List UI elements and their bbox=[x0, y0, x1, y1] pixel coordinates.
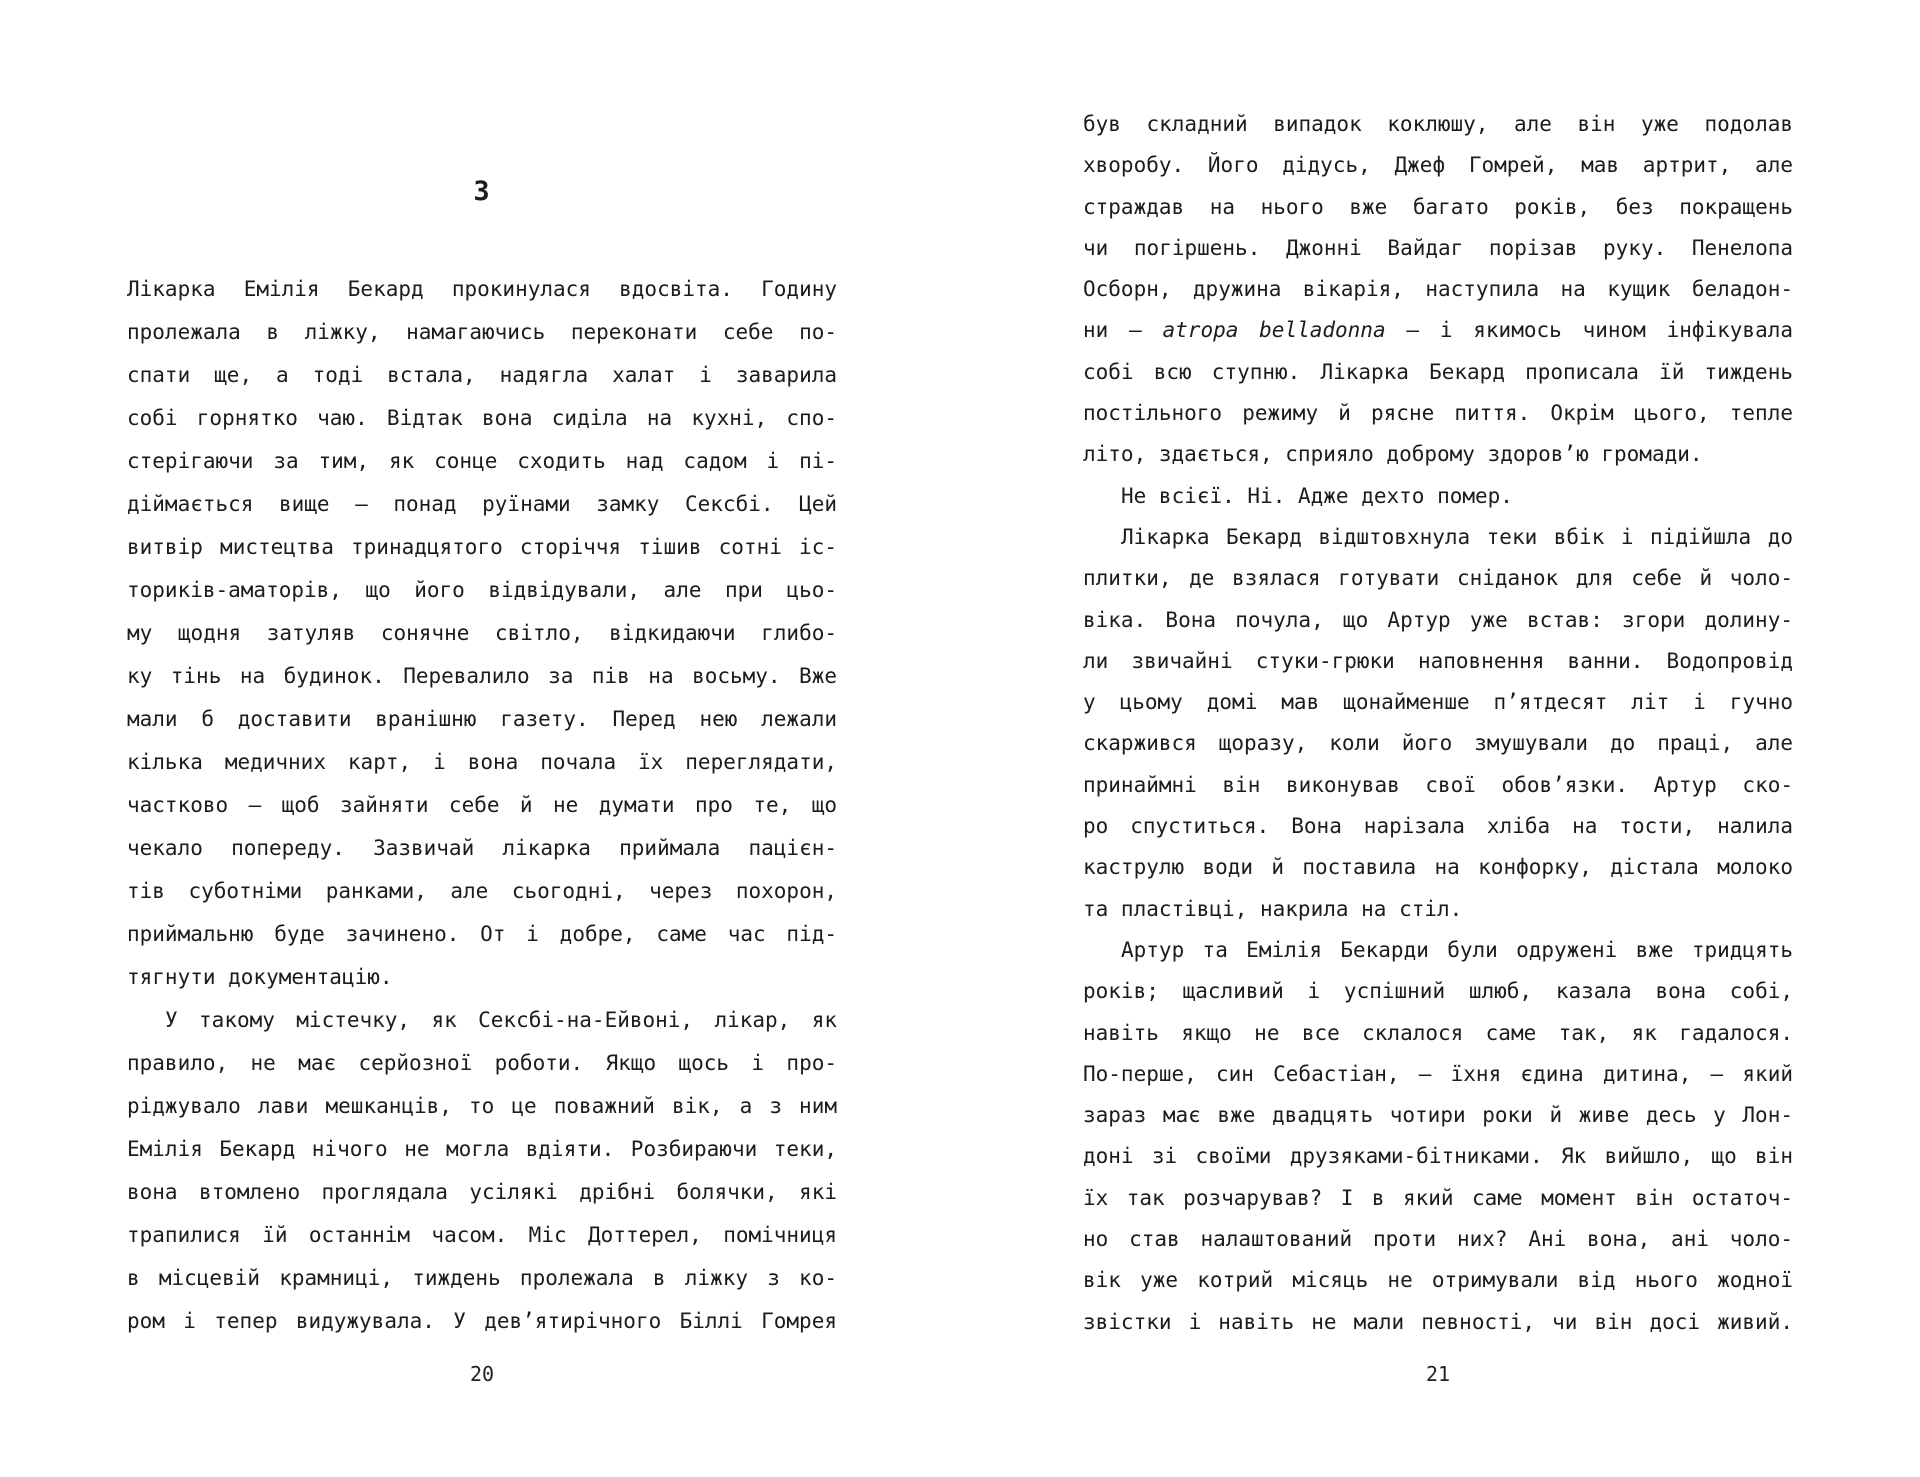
text-line: собі горнятко чаю. Відтак вона сиділа на кухні, спо- bbox=[127, 406, 837, 430]
text-line: ли звичайні стуки-грюки наповнення ванни. Водопровід bbox=[1083, 648, 1793, 673]
text-line: ториків-аматорів, що його відвідували, але при цьо- bbox=[127, 578, 837, 602]
text-line: віка. Вона почула, що Артур уже встав: згори долину- bbox=[1083, 607, 1793, 632]
text-line: їх так розчарував? І в який саме момент він остаточ- bbox=[1083, 1185, 1793, 1210]
text-line: частково — щоб зайняти себе й не думати про те, що bbox=[127, 793, 837, 817]
text-segment: — і якимось чином інфікувала bbox=[1385, 318, 1794, 343]
book-page-right bbox=[1083, 0, 1793, 1477]
text-line: пролежала в ліжку, намагаючись переконати себе по- bbox=[127, 320, 837, 344]
text-line: у цьому домі мав щонайменше п’ятдесят літ і гучно bbox=[1083, 690, 1793, 715]
text-line: звістки і навіть не мали певності, чи він досі живий. bbox=[1083, 1309, 1793, 1334]
text-line: та пластівці, накрила на стіл. bbox=[1083, 896, 1463, 921]
text-line: приймальню буде зачинено. От і добре, саме час під- bbox=[127, 922, 837, 946]
text-line: собі всю ступню. Лікарка Бекард прописала їй тиждень bbox=[1083, 359, 1793, 384]
text-line: літо, здається, сприяло доброму здоров’ю громади. bbox=[1083, 442, 1703, 467]
book-page-left bbox=[127, 0, 837, 1477]
text-line: ку тінь на будинок. Перевалило за пів на восьму. Вже bbox=[127, 664, 837, 688]
text-line: ріджувало лави мешканців, то це поважний вік, а з ним bbox=[127, 1094, 837, 1118]
text-line: страждав на нього вже багато років, без покращень bbox=[1083, 194, 1793, 219]
text-line: зараз має вже двадцять чотири роки й живе десь у Лон- bbox=[1083, 1103, 1793, 1128]
text-line: діймається вище — понад руїнами замку Сексбі. Цей bbox=[127, 492, 837, 516]
italic-text-segment: atropa belladonna bbox=[1162, 318, 1386, 343]
text-line: витвір мистецтва тринадцятого сторіччя тішив сотні іс- bbox=[127, 535, 837, 559]
text-line: плитки, де взялася готувати сніданок для себе й чоло- bbox=[1083, 566, 1793, 591]
text-line: ром і тепер видужувала. У дев’ятирічного Біллі Гомрея bbox=[127, 1309, 837, 1333]
right-page-text-block bbox=[1083, 104, 1793, 1343]
text-line bbox=[1083, 310, 1793, 351]
text-line: Осборн, дружина вікарія, наступила на кущик беладон- bbox=[1083, 277, 1793, 302]
text-line: ро спуститься. Вона нарізала хліба на тости, налила bbox=[1083, 814, 1793, 839]
page-number-left: 20 bbox=[469, 1362, 495, 1386]
text-line: хворобу. Його дідусь, Джеф Гомрей, мав артрит, але bbox=[1083, 153, 1793, 178]
text-line: мали б доставити вранішню газету. Перед нею лежали bbox=[127, 707, 837, 731]
text-line: спати ще, а тоді встала, надягла халат і заварила bbox=[127, 363, 837, 387]
text-line: років; щасливий і успішний шлюб, казала вона собі, bbox=[1083, 979, 1793, 1004]
text-line: постільного режиму й рясне пиття. Окрім цього, тепле bbox=[1083, 401, 1793, 426]
text-line: в місцевій крамниці, тиждень пролежала в ліжку з ко- bbox=[127, 1266, 837, 1290]
text-line: чекало попереду. Зазвичай лікарка приймала пацієн- bbox=[127, 836, 837, 860]
text-line: По-перше, син Себастіан, — їхня єдина дитина, — який bbox=[1083, 1061, 1793, 1086]
chapter-number: 3 bbox=[473, 176, 491, 207]
text-line: вік уже котрий місяць не отримували від нього жодної bbox=[1083, 1268, 1793, 1293]
text-line: У такому містечку, як Сексбі-на-Ейвоні, лікар, як bbox=[165, 1008, 837, 1032]
text-line: навіть якщо не все склалося саме так, як гадалося. bbox=[1083, 1020, 1793, 1045]
text-line: каструлю води й поставила на конфорку, дістала молоко bbox=[1083, 855, 1793, 880]
text-line: доні зі своїми друзяками-бітниками. Як вийшло, що він bbox=[1083, 1144, 1793, 1169]
text-line: Емілія Бекард нічого не могла вдіяти. Розбираючи теки, bbox=[127, 1137, 837, 1161]
text-line: но став налаштований проти них? Ані вона, ані чоло- bbox=[1083, 1227, 1793, 1252]
text-line: був складний випадок коклюшу, але він уже подолав bbox=[1083, 112, 1793, 136]
text-line: чи погіршень. Джонні Вайдаг порізав руку. Пенелопа bbox=[1083, 235, 1793, 260]
page-number-right: 21 bbox=[1425, 1362, 1451, 1386]
text-line: кілька медичних карт, і вона почала їх переглядати, bbox=[127, 750, 837, 774]
text-line: му щодня затуляв сонячне світло, відкидаючи глибо- bbox=[127, 621, 837, 645]
text-line: правило, не має серйозної роботи. Якщо щось і про- bbox=[127, 1051, 837, 1075]
text-line: трапилися їй останнім часом. Міс Доттерел, помічниця bbox=[127, 1223, 837, 1247]
text-line: принаймні він виконував свої обов’язки. Артур ско- bbox=[1083, 772, 1793, 797]
text-line: тягнути документацію. bbox=[127, 965, 393, 989]
text-segment: ни — bbox=[1083, 318, 1163, 343]
text-line: Лікарка Емілія Бекард прокинулася вдосвіта. Годину bbox=[127, 277, 837, 301]
left-page-text-block bbox=[127, 268, 837, 1343]
text-line: вона втомлено проглядала усілякі дрібні болячки, які bbox=[127, 1180, 837, 1204]
text-line: Лікарка Бекард відштовхнула теки вбік і підійшла до bbox=[1121, 524, 1793, 549]
text-line: тів суботніми ранками, але сьогодні, через похорон, bbox=[127, 879, 837, 903]
text-line: скаржився щоразу, коли його змушували до праці, але bbox=[1083, 731, 1793, 756]
text-line: Артур та Емілія Бекарди були одружені вже тридцять bbox=[1121, 937, 1793, 962]
text-line: стерігаючи за тим, як сонце сходить над садом і пі- bbox=[127, 449, 837, 473]
text-line: Не всієї. Ні. Адже дехто помер. bbox=[1121, 483, 1513, 508]
